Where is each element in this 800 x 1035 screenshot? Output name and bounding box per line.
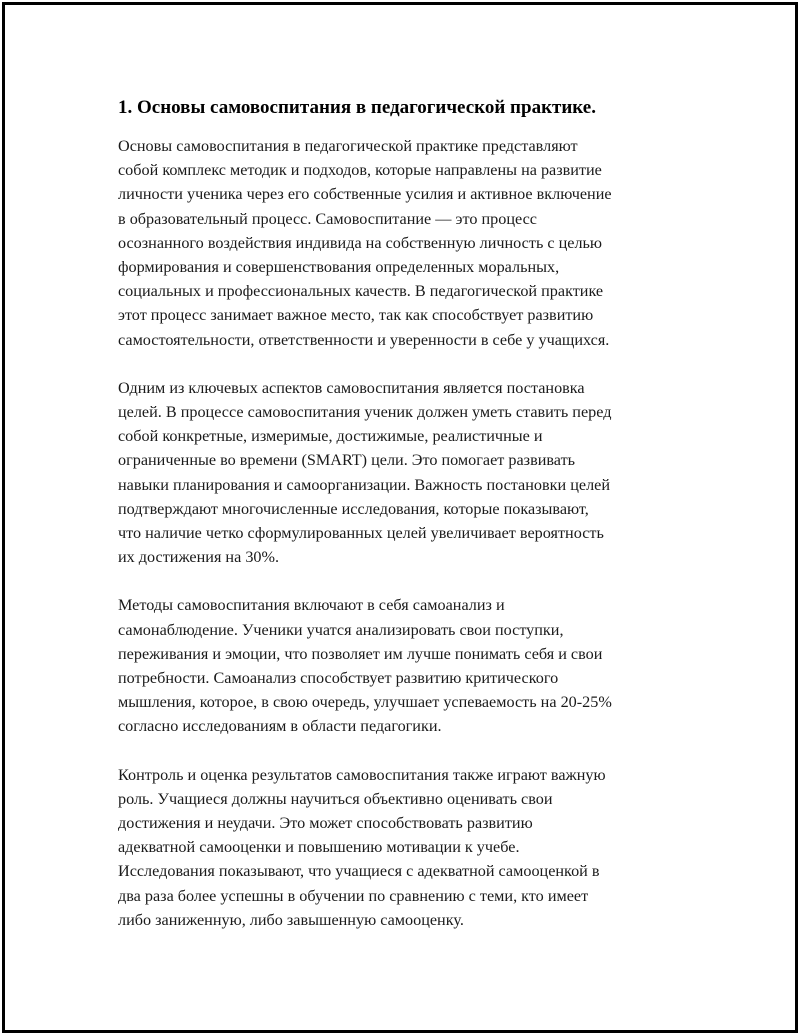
text-line: личности ученика через его собственные усилия и активное включение <box>118 185 612 204</box>
text-line: собой комплекс методик и подходов, которые направлены на развитие <box>118 161 602 180</box>
text-line: навыки планирования и самоорганизации. Важность постановки целей <box>118 475 610 494</box>
paragraph-3 <box>118 593 688 738</box>
text-line: достижения и неудачи. Это может способствовать развитию <box>118 814 533 833</box>
text-line: ограниченные во времени (SMART) цели. Это помогает развивать <box>118 451 576 470</box>
text-line: целей. В процессе самовоспитания ученик должен уметь ставить перед <box>118 403 612 422</box>
text-line: подтверждают многочисленные исследования, которые показывают, <box>118 499 589 518</box>
text-line: формирования и совершенствования определенных моральных, <box>118 258 560 277</box>
text-line: Одним из ключевых аспектов самовоспитания является постановка <box>118 378 585 397</box>
document-body <box>118 96 688 956</box>
text-line: собой конкретные, измеримые, достижимые, реалистичные и <box>118 427 543 446</box>
text-line: самостоятельности, ответственности и уверенности в себе у учащихся. <box>118 330 610 349</box>
section-title: 1. Основы самовоспитания в педагогической практике. <box>118 97 596 118</box>
text-line: самонаблюдение. Ученики учатся анализировать свои поступки, <box>118 620 564 639</box>
paragraph-2 <box>118 376 688 570</box>
text-line: в образовательный процесс. Самовоспитание — это процесс <box>118 209 537 228</box>
text-line: Основы самовоспитания в педагогической практике представляют <box>118 137 578 155</box>
text-line: мышления, которое, в свою очередь, улучшает успеваемость на 20-25% <box>118 693 612 712</box>
text-line: либо заниженную, либо завышенную самооценку. <box>118 910 464 929</box>
text-line: что наличие четко сформулированных целей увеличивает вероятность <box>118 524 604 543</box>
text-line: потребности. Самоанализ способствует развитию критического <box>118 669 559 688</box>
text-line: Методы самовоспитания включают в себя самоанализ и <box>118 596 505 615</box>
text-line: Контроль и оценка результатов самовоспитания также играют важную <box>118 765 606 784</box>
text-line: роль. Учащиеся должны научиться объективно оценивать свои <box>118 789 553 808</box>
text-line: их достижения на 30%. <box>118 548 280 567</box>
text-line: социальных и профессиональных качеств. В педагогической практике <box>118 282 604 301</box>
text-line: адекватной самооценки и повышению мотивации к учебе. <box>118 838 520 857</box>
text-line: два раза более успешны в обучении по сравнению с теми, кто имеет <box>118 886 589 905</box>
paragraph-4 <box>118 763 688 932</box>
text-line: этот процесс занимает важное место, так как способствует развитию <box>118 306 594 325</box>
text-line: переживания и эмоции, что позволяет им лучше понимать себя и свои <box>118 644 603 663</box>
text-line: Исследования показывают, что учащиеся с адекватной самооценкой в <box>118 862 600 881</box>
text-line: осознанного воздействия индивида на собственную личность с целью <box>118 233 603 252</box>
text-line: согласно исследованиям в области педагогики. <box>118 717 442 736</box>
paragraph-1 <box>118 134 688 352</box>
